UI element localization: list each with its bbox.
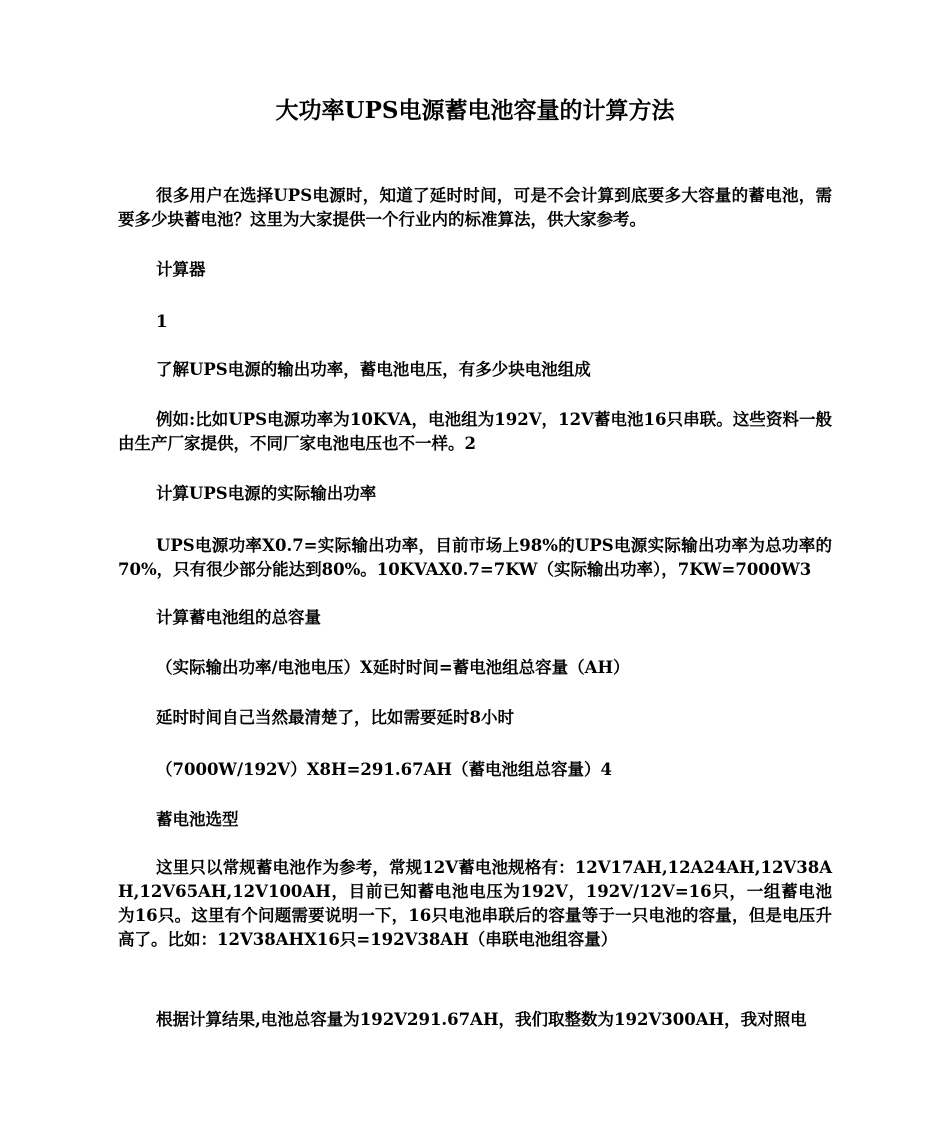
paragraph-calculation: （7000W/192V）X8H=291.67AH（蓄电池组总容量）4 xyxy=(156,760,612,779)
paragraph-step-number: 1 xyxy=(156,312,168,331)
paragraph-delay-time: 延时时间自己当然最清楚了，比如需要延时8小时 xyxy=(156,708,514,727)
paragraph-step-heading: 计算UPS电源的实际输出功率 xyxy=(156,484,377,503)
paragraph-example: 例如:比如UPS电源功率为10KVA，电池组为192V，12V蓄电池16只串联。这些资料一般由生产厂家提供，不同厂家电池电压也不一样。2 xyxy=(118,410,832,453)
paragraph-battery-specs: 这里只以常规蓄电池作为参考，常规12V蓄电池规格有：12V17AH,12A24AH,12V38AH,12V65AH,12V100AH，目前已知蓄电池电压为192V，192V/12V=16只，一组蓄电池为16只。这里有个问题需要说明一下，16只电池串联后的容量等于一只电池的容量，但是电压升高了。比如：12V38AHX16只=192V38AH（串联电池组容量） xyxy=(118,858,832,949)
paragraph-intro: 很多用户在选择UPS电源时，知道了延时时间，可是不会计算到底要多大容量的蓄电池，需要多少块蓄电池？这里为大家提供一个行业内的标准算法，供大家参考。 xyxy=(118,186,832,229)
paragraph-step-heading: 计算蓄电池组的总容量 xyxy=(156,608,321,627)
paragraph-calculator: 计算器 xyxy=(156,260,206,279)
paragraph-step-heading: 了解UPS电源的输出功率，蓄电池电压，有多少块电池组成 xyxy=(156,360,591,379)
paragraph-formula: （实际输出功率/电池电压）X延时时间=蓄电池组总容量（AH） xyxy=(156,658,630,677)
paragraph-result: 根据计算结果,电池总容量为192V291.67AH，我们取整数为192V300AH，我对照电 xyxy=(156,1010,807,1029)
paragraph-output-power: UPS电源功率X0.7=实际输出功率，目前市场上98%的UPS电源实际输出功率为总功率的70%，只有很少部分能达到80%。10KVAX0.7=7KW（实际输出功率），7KW=7000W3 xyxy=(118,536,832,579)
paragraph-step-heading: 蓄电池选型 xyxy=(156,810,239,829)
document-title: 大功率UPS电源蓄电池容量的计算方法 xyxy=(275,97,675,124)
